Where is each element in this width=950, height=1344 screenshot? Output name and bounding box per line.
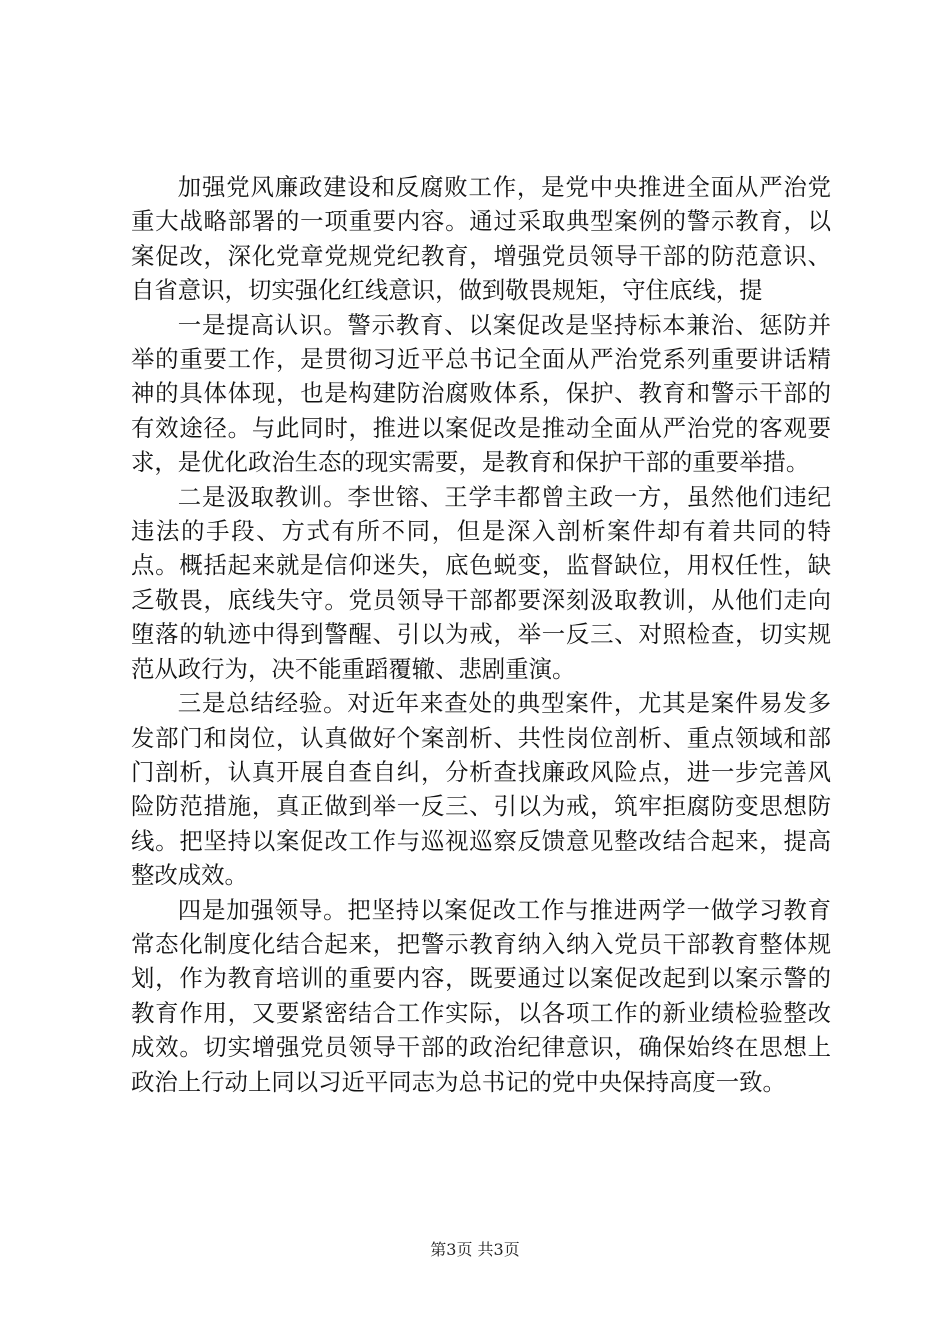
paragraph-point-2: 二是汲取教训。李世镕、王学丰都曾主政一方，虽然他们违纪违法的手段、方式有所不同，但是深入剖析案件却有着共同的特点。概括起来就是信仰迷失，底色蜕变，监督缺位，用权任性，缺乏敬畏，底线失守。党员领导干部都要深刻汲取教训，从他们走向堕落的轨迹中得到警醒、引以为戒，举一反三、对照检查，切实规范从政行为，决不能重蹈覆辙、悲剧重演。 (131, 482, 831, 683)
page-number-footer: 第3页 共3页 (430, 1240, 520, 1259)
paragraph-point-1: 一是提高认识。警示教育、以案促改是坚持标本兼治、惩防并举的重要工作，是贯彻习近平总书记全面从严治党系列重要讲话精神的具体体现，也是构建防治腐败体系，保护、教育和警示干部的有效途径。与此同时，推进以案促改是推动全面从严治党的客观要求，是优化政治生态的现实需要，是教育和保护干部的重要举措。 (131, 310, 831, 477)
paragraph-point-3: 三是总结经验。对近年来查处的典型案件，尤其是案件易发多发部门和岗位，认真做好个案剖析、共性岗位剖析、重点领域和部门剖析，认真开展自查自纠，分析查找廉政风险点，进一步完善风险防范措施，真正做到举一反三、引以为戒，筑牢拒腐防变思想防线。把坚持以案促改工作与巡视巡察反馈意见整改结合起来，提高整改成效。 (131, 689, 831, 890)
document-body (131, 170, 831, 1099)
paragraph-intro: 加强党风廉政建设和反腐败工作，是党中央推进全面从严治党重大战略部署的一项重要内容。通过采取典型案例的警示教育，以案促改，深化党章党规党纪教育，增强党员领导干部的防范意识、自省意识，切实强化红线意识，做到敬畏规矩，守住底线，提 (131, 173, 831, 305)
paragraph-point-4: 四是加强领导。把坚持以案促改工作与推进两学一做学习教育常态化制度化结合起来，把警示教育纳入纳入党员干部教育整体规划，作为教育培训的重要内容，既要通过以案促改起到以案示警的教育作用，又要紧密结合工作实际，以各项工作的新业绩检验整改成效。切实增强党员领导干部的政治纪律意识，确保始终在思想上政治上行动上同以习近平同志为总书记的党中央保持高度一致。 (131, 895, 831, 1096)
